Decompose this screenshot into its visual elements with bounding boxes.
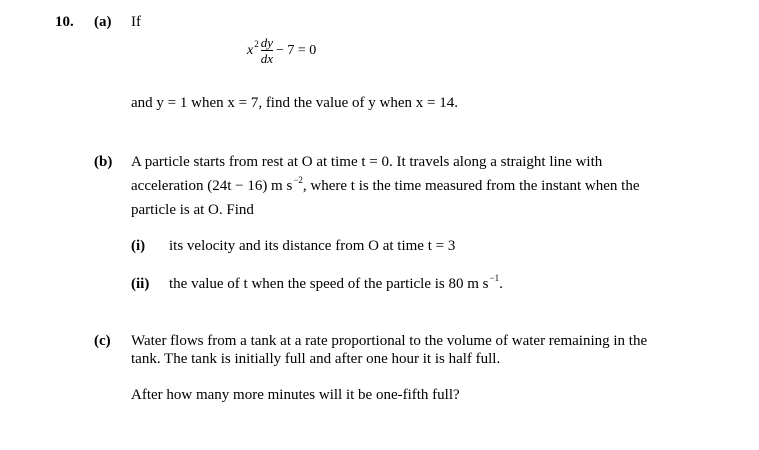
question-number: 10.: [55, 14, 74, 30]
part-a-intro: If: [131, 14, 141, 30]
part-c-line3: After how many more minutes will it be one-fifth full?: [131, 387, 460, 403]
equation-rest: − 7 = 0: [276, 43, 317, 59]
fraction-numerator: dy: [260, 35, 273, 50]
part-b-line2-pre: acceleration (24t − 16) m s: [131, 178, 293, 194]
part-b-line3: particle is at O. Find: [131, 202, 254, 218]
part-b-label: (b): [94, 154, 113, 170]
part-a-label: (a): [94, 14, 112, 30]
part-a-condition: and y = 1 when x = 7, find the value of y when x = 14.: [131, 95, 458, 111]
sub-ii-label: (ii): [131, 276, 150, 292]
equation-x: x: [247, 43, 254, 59]
equation-fraction: [261, 36, 273, 66]
sub-i-label: (i): [131, 238, 146, 254]
equation-exponent: 2: [254, 39, 259, 50]
part-b-line2-exp: −2: [293, 175, 303, 185]
sub-ii-text-post: .: [499, 276, 503, 292]
sub-i-text: its velocity and its distance from O at time t = 3: [169, 238, 456, 254]
part-c-line1: Water flows from a tank at a rate proportional to the volume of water remaining in the: [131, 333, 648, 349]
differential-equation: [247, 36, 316, 66]
sub-ii-text: [169, 273, 503, 293]
fraction-denominator: dx: [260, 51, 273, 66]
part-c-label: (c): [94, 333, 111, 349]
part-b-line2: [131, 175, 640, 195]
part-c-line2: tank. The tank is initially full and after one hour it is half full.: [131, 351, 501, 367]
part-b-line1: A particle starts from rest at O at time t = 0. It travels along a straight line with: [131, 154, 603, 170]
sub-ii-text-pre: the value of t when the speed of the particle is 80 m s: [169, 276, 489, 292]
sub-ii-exp: −1: [489, 273, 500, 283]
part-b-line2-post: , where t is the time measured from the instant when the: [302, 178, 640, 194]
